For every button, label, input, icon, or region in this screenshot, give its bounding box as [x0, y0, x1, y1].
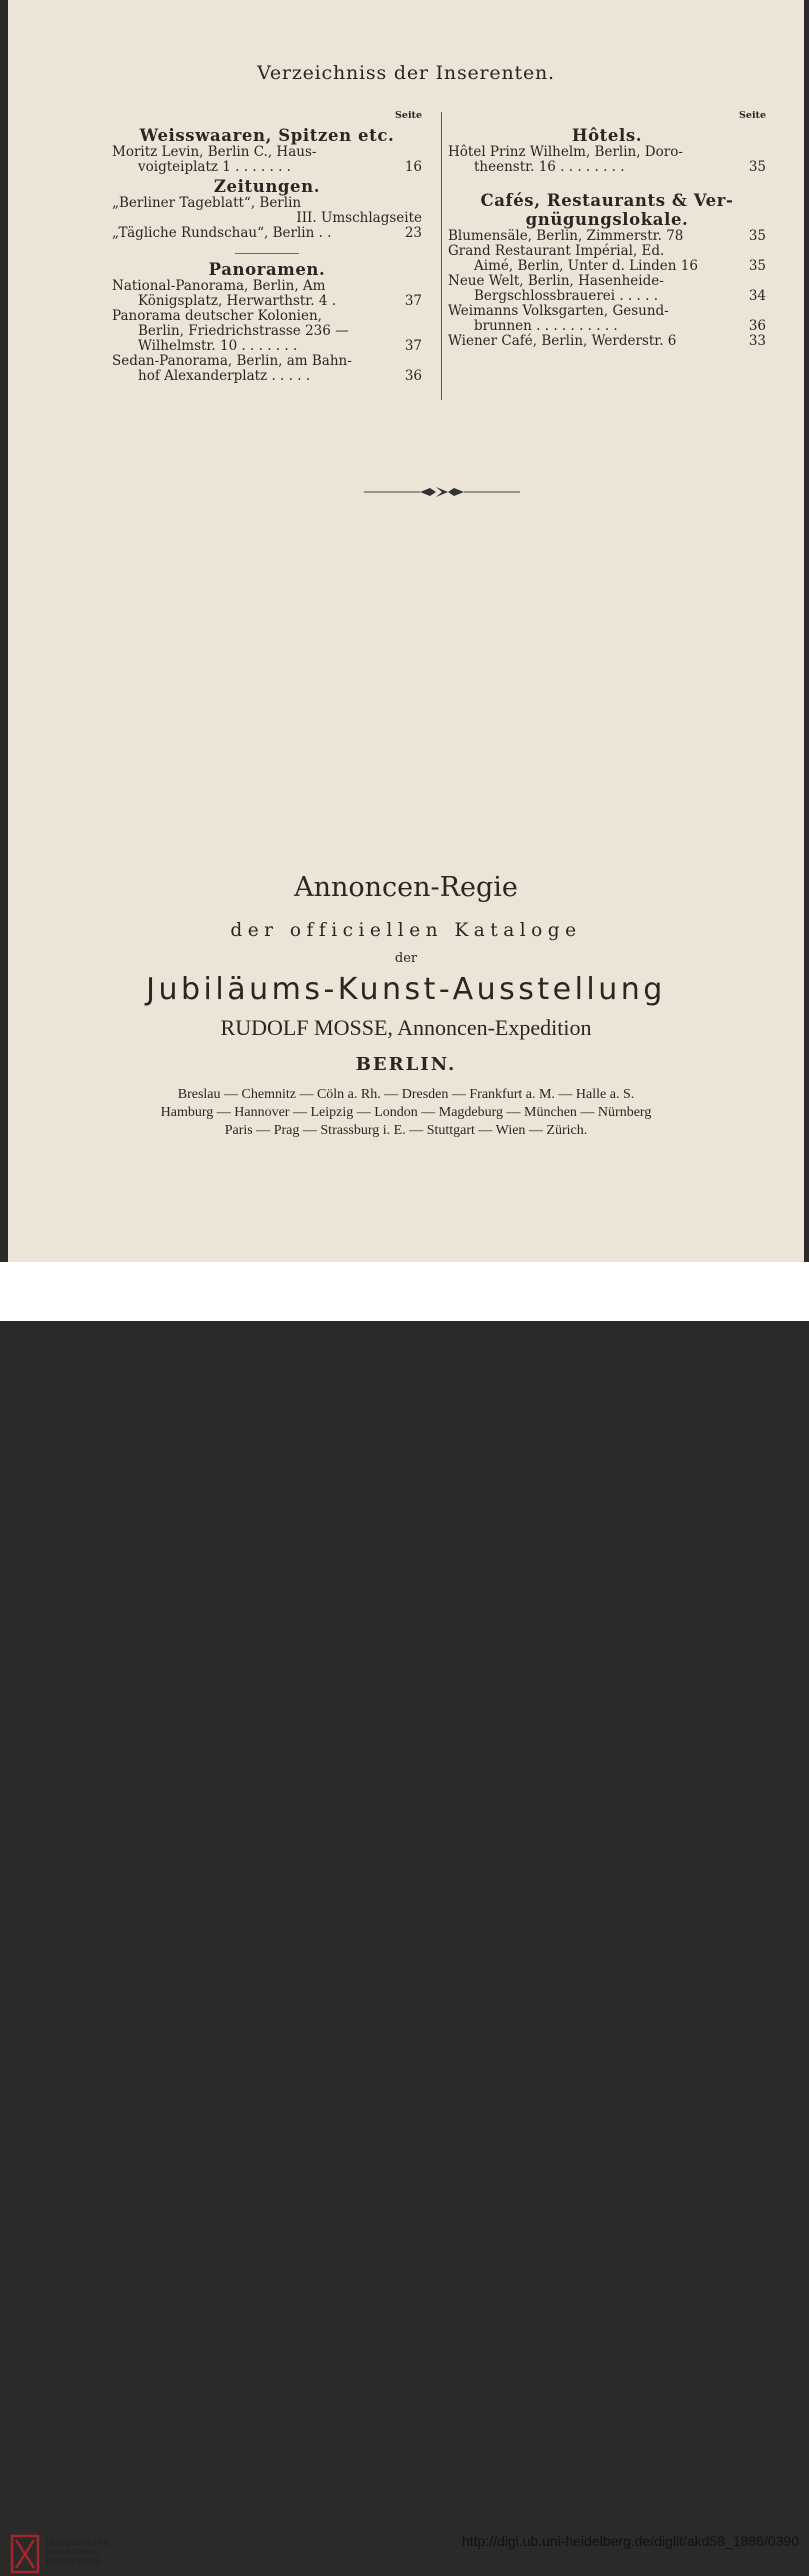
page-number: 16: [404, 159, 422, 175]
section-title-panoramen: Panoramen.: [208, 260, 326, 279]
section-divider: [235, 253, 299, 254]
seite-label-left: Seite: [395, 110, 422, 121]
advert-branch-cities: Breslau — Chemnitz — Cöln a. Rh. — Dresden — Frankfurt a. M. — Halle a. S. Hamburg — Hannover — Leipzig — London — Magdeburg — München — Nürnberg Paris — Prag — Strassburg i. E. — Stuttgart — Wien — Zürich.: [160, 1087, 652, 1138]
page-number: 33: [748, 333, 766, 349]
listing-sedan-panorama: Sedan-Panorama, Berlin, am Bahn- hof Alexanderplatz . . . . . 36: [112, 353, 422, 384]
seite-label-right: Seite: [739, 110, 766, 121]
left-column: [112, 108, 422, 384]
section-title-zeitungen: Zeitungen.: [213, 177, 321, 196]
listing-taegliche-rundschau: „Tägliche Rundschau“, Berlin . . 23: [112, 225, 422, 241]
listing-berliner-tageblatt: „Berliner Tageblatt“, Berlin III. Umschlagseite: [112, 195, 422, 226]
page-number: 23: [404, 225, 422, 241]
listing-wiener-cafe: Wiener Café, Berlin, Werderstr. 6 33: [448, 333, 766, 349]
listing-neue-welt: Neue Welt, Berlin, Hasenheide- Bergschlossbrauerei . . . . . 34: [448, 273, 766, 304]
right-column: [448, 108, 766, 349]
library-name[interactable]: UNIVERSITÄTS- BIBLIOTHEK HEIDELBERG: [46, 2539, 112, 2566]
page-number: 35: [748, 258, 766, 274]
listing-panorama-kolonien: Panorama deutscher Kolonien, Berlin, Friedrichstrasse 236 — Wilhelmstr. 10 . . . . . . . 37: [112, 308, 422, 354]
section-title-cafes: Cafés, Restaurants & Ver-: [480, 191, 734, 210]
page-number: 37: [404, 293, 422, 309]
page-heading: Verzeichniss der Inserenten.: [257, 62, 555, 84]
column-divider: [441, 112, 442, 400]
advert-exhibition: Jubiläums-Kunst-Ausstellung: [146, 972, 666, 1007]
university-library-logo-icon[interactable]: [10, 2532, 40, 2576]
scanned-page: [8, 0, 804, 1262]
listing-blumensaele: Blumensäle, Berlin, Zimmerstr. 78 35: [448, 228, 766, 244]
listing-weimanns-volksgarten: Weimanns Volksgarten, Gesund- brunnen . . . . . . . . . . 36: [448, 303, 766, 334]
page-number: 37: [404, 338, 422, 354]
page-number: 36: [404, 368, 422, 384]
page-number: 35: [748, 159, 766, 175]
ornament-divider: [364, 486, 520, 498]
section-title-cafes-cont: gnügungslokale.: [525, 210, 689, 229]
advert-subline: der officiellen Kataloge: [230, 920, 582, 941]
section-title-hotels: Hôtels.: [571, 126, 643, 145]
advert-headline: Annoncen-Regie: [294, 872, 518, 903]
advert-city: BERLIN.: [355, 1054, 457, 1075]
listing-hotel-prinz-wilhelm: Hôtel Prinz Wilhelm, Berlin, Doro- theenstr. 16 . . . . . . . . 35: [448, 144, 766, 175]
listing-national-panorama: National-Panorama, Berlin, Am Königsplatz, Herwarthstr. 4 . 37: [112, 278, 422, 309]
permalink-url[interactable]: http://digi.ub.uni-heidelberg.de/diglit/akd58_1886/0390: [461, 2533, 799, 2549]
advert-agency: RUDOLF MOSSE, Annoncen-Expedition: [220, 1015, 592, 1040]
advert-der: der: [394, 951, 418, 966]
page-number: 35: [748, 228, 766, 244]
library-footer: [0, 1262, 809, 2566]
page-number: 36: [748, 318, 766, 334]
section-title-weisswaaren: Weisswaaren, Spitzen etc.: [139, 126, 395, 145]
page-number: 34: [748, 288, 766, 304]
listing-moritz-levin: Moritz Levin, Berlin C., Haus- voigteiplatz 1 . . . . . . . 16: [112, 144, 422, 175]
listing-grand-restaurant: Grand Restaurant Impérial, Ed. Aimé, Berlin, Unter d. Linden 16 35: [448, 243, 766, 274]
